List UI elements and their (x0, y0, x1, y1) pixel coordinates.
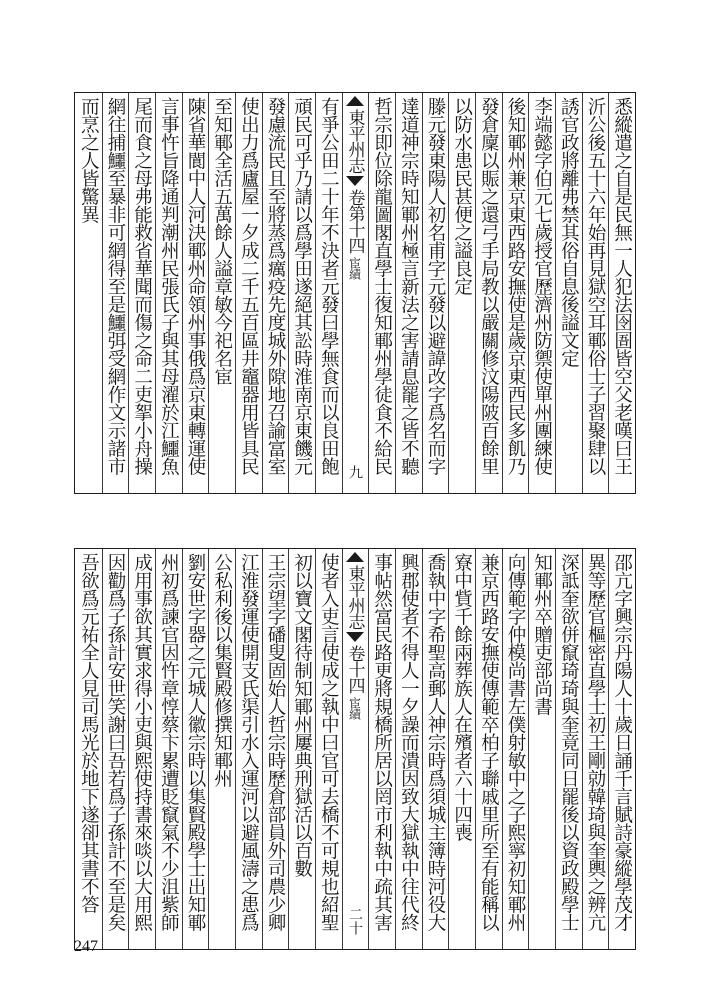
text-column (608, 93, 635, 493)
column-text: 沂公後五十六年始再見獄空耳鄆俗士子習聚肆以 (584, 97, 606, 475)
text-column (315, 549, 342, 949)
text-column (102, 549, 129, 949)
text-column (128, 93, 155, 493)
column-text: 至知鄆全活五萬餘人謚章敏今祀名宦 (211, 97, 233, 385)
column-text: 而烹之人皆驚異 (78, 97, 100, 223)
column-text: 州初爲諫官因忤章惇蔡卞累遭貶竄氣不少沮紫師 (158, 553, 180, 931)
column-text: 喬執中字希聖高郵人神宗時爲須城主簿時河役大 (424, 553, 446, 931)
column-text: 尾而食之母弗能救省華聞而傷之命二吏挐小舟操 (131, 97, 153, 475)
text-column (235, 549, 262, 949)
text-column (262, 549, 289, 949)
text-column (422, 93, 449, 493)
text-column (368, 549, 395, 949)
column-text: 成用事欲其實求得小吏與熙使持書來啖以大用熙 (131, 553, 153, 931)
column-text: 哲宗即位除龍圖閣直學士復知鄆州學徒食不給民 (371, 97, 393, 475)
column-text: 吾欲爲元祐全人見司馬光於地下遂卻其書不答 (78, 553, 100, 913)
text-column (368, 93, 395, 493)
text-column (288, 93, 315, 493)
center-banner (343, 93, 367, 493)
column-text: 江淮發運使開支氏渠引水入運河以避風濤之患爲 (238, 553, 260, 931)
text-column (208, 93, 235, 493)
text-column (182, 549, 209, 949)
column-text: 知鄆州卒贈吏部尚書 (531, 553, 553, 715)
text-column (448, 93, 475, 493)
column-text: 劉安世字器之元城人徽宗時以集賢殿學士出知鄆 (184, 553, 206, 931)
text-column (235, 93, 262, 493)
text-column (422, 549, 449, 949)
text-column (395, 549, 422, 949)
folio-number: 九 (347, 465, 363, 479)
fishtail-mark (346, 632, 364, 642)
banner-volume: 卷十四 (344, 645, 365, 693)
text-column (555, 549, 582, 949)
column-text: 使出力爲廬屋一夕成二千五百區井竈器用皆具民 (238, 97, 260, 475)
upper-leaf (74, 92, 636, 494)
text-column (528, 549, 555, 949)
column-text: 頑民可乎乃請以爲學田遂絕其訟時淮南京東饑元 (291, 97, 313, 475)
text-column (528, 93, 555, 493)
text-column (475, 93, 502, 493)
banner-title: 東平州志 (344, 109, 365, 173)
banner-section: 宦績 (347, 257, 362, 279)
column-text: 陳省華閬中人河決鄆州命領州事俄爲京東轉運使 (184, 97, 206, 475)
column-text: 向傳範字仲模尚書左僕射敏中之子熙寧初知鄆州 (504, 553, 526, 931)
column-text: 邵亢字興宗丹陽人十歲日誦千言賦詩豪縱學茂才 (611, 553, 633, 931)
text-column (475, 549, 502, 949)
text-column (288, 549, 315, 949)
banner-section: 宦績 (347, 697, 362, 719)
text-column (315, 93, 342, 493)
banner-volume: 卷第十四 (344, 189, 365, 253)
text-column (502, 549, 529, 949)
column-text: 後知鄆州兼京東西路安撫使是歲京東西民多飢乃 (504, 97, 526, 475)
text-column (582, 549, 609, 949)
text-column (208, 549, 235, 949)
text-column (155, 549, 182, 949)
column-text: 公私利後以集賢殿修撰知鄆州 (211, 553, 233, 787)
column-text: 興郡使者不得人一夕譟而潰因致大獄執中往代終 (398, 553, 420, 931)
column-text: 發倉廩以賑之還弓手局教以嚴關修汶陽陂百餘里 (478, 97, 500, 475)
text-column (395, 93, 422, 493)
center-banner (343, 549, 367, 949)
text-column (608, 549, 635, 949)
column-text: 滕元發東陽人初名甫字元發以避諱改字爲名而字 (424, 97, 446, 475)
column-text: 以防水患民甚便之謚良定 (451, 97, 473, 295)
column-text: 發慮流民且至將蒸爲癘疫先度城外隙地召諭富室 (264, 97, 286, 475)
fishtail-mark (346, 96, 364, 106)
column-text: 有爭公田二十年不決者元發曰學無食而以良田飽 (318, 97, 340, 475)
text-column (75, 93, 102, 493)
text-column (75, 549, 102, 949)
column-text: 王宗望字磻叟固始人哲宗時歷倉部員外司農少卿 (264, 553, 286, 931)
text-column (502, 93, 529, 493)
lower-leaf (74, 548, 636, 950)
text-column (555, 93, 582, 493)
column-text: 寮中貲千餘兩葬族人在殯者六十四喪 (451, 553, 473, 841)
fishtail-mark (346, 552, 364, 562)
column-text: 達道神宗時知鄆州極言新法之害請息罷之皆不聽 (398, 97, 420, 475)
column-text: 異等歷官樞密直學士初王剛勍韓琦與奎輿之辨亢 (584, 553, 606, 931)
fishtail-mark (346, 176, 364, 186)
text-column (155, 93, 182, 493)
column-text: 李端懿字伯元七歲授官歷濟州防禦使單州團練使 (531, 97, 553, 475)
column-text: 初以寶文閣待制知鄆州屢典刑獄活以百數 (291, 553, 313, 877)
banner-title: 東平州志 (344, 565, 365, 629)
text-column (448, 549, 475, 949)
text-column (102, 93, 129, 493)
text-column (262, 93, 289, 493)
column-text: 使者入吏言使成之執中曰官可去橋不可規也紹聖 (318, 553, 340, 931)
column-text: 誘官政將離弗禁其俗自息後謚文定 (558, 97, 580, 367)
column-text: 深詆奎欲併竄琦琦與奎竟同日罷後以資政殿學士 (558, 553, 580, 931)
column-text: 兼京西路安撫使傳範卒柏子聯戚里所至有能稱以 (478, 553, 500, 931)
column-text: 悉縱遣之自是民無一人犯法囹圄皆空父老嘆曰王 (611, 97, 633, 475)
column-text: 事帖然富民路更將規橋所居以罔市利執中疏其害 (371, 553, 393, 931)
text-column (182, 93, 209, 493)
page-number: 247 (74, 938, 98, 955)
column-text: 言事忤旨降通判潮州民張氏子與其母濯於江鱷魚 (158, 97, 180, 475)
text-column (582, 93, 609, 493)
column-text: 網往捕鱷至暴非可網得至是鱷弭受網作文示諸市 (104, 97, 126, 475)
text-column (128, 549, 155, 949)
folio-number: 二十 (347, 907, 363, 935)
column-text: 因勸爲子孫計安世笑謝曰吾若爲子孫計不至是矣 (104, 553, 126, 931)
